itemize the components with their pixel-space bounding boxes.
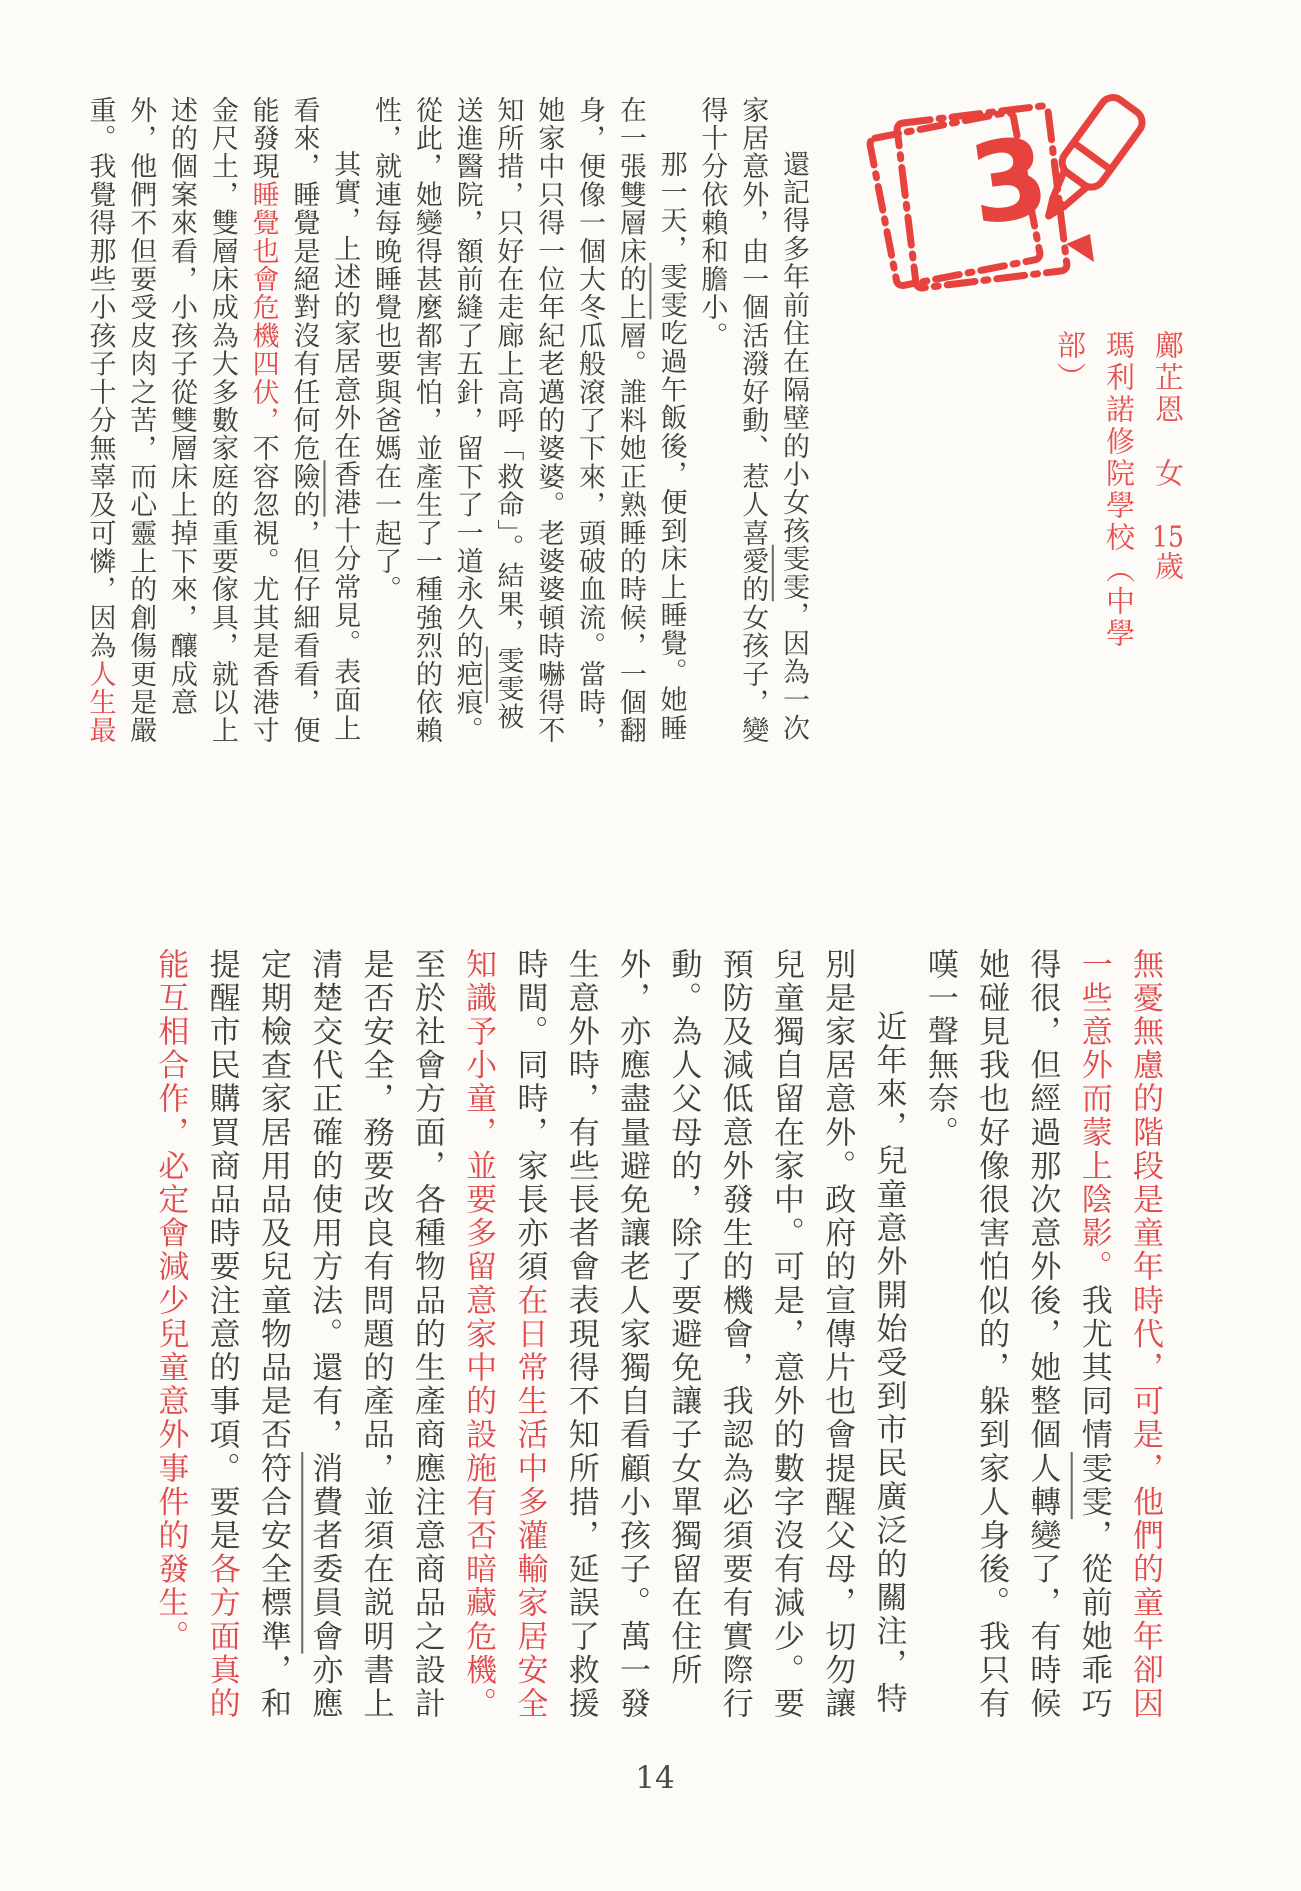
paragraph [914,948,1170,1726]
text-run: 那一天， [655,150,687,263]
proper-name: 雯雯 [1075,1452,1112,1520]
text-run: 近年來，兒童意外開始受到市民廣泛的關注，特別是家居意外。政府的宣傳片也會提醒父母，切勿讓兒童獨自留在家中。可是，意外的數字沒有減少。要預防及減低意外發生的機會，我認為必須要有實際行動。為人父母的，除了要避免讓子女單獨留在住所外，亦應盡量避免讓老人家獨自看顧小孩子。萬一發生意外時，有些長者會表現得不知所措，延誤了救援時間。同時，家長亦須 [511,948,907,1721]
highlighted-text: 在日常生活中多灌輸家居安全知識予小童，並要多留意家中的設施有否暗藏危機。 [460,948,548,1721]
proper-name: 雯雯 [492,646,524,703]
proper-name: 香港 [329,460,361,517]
author-school: 瑪利諾修院學校（中學部） [1053,330,1136,650]
text-run: 被送進醫院，額前縫了五針，留下了一道永久的疤痕。從此，她變得甚麼都害怕，並產生了一種強烈的依賴性，就連每晚睡覺也要與爸媽在一起了。 [370,96,524,745]
proper-name: 消費者委員會 [306,1452,343,1654]
text-run: ，從前她乖巧得很，但經過那次意外後，她整個人轉變了，有時候她碰見我也好像很害怕似的，躲到家人身後。我只有嘆一聲無奈。 [921,948,1112,1721]
essay-bottom-block [138,948,1170,1726]
text-run: 至於社會方面，各種物品的生產商應注意商品之設計是否安全，務要改良有問題的產品，並須在説明書上清楚交代正確的使用方法。還有， [306,948,445,1721]
proper-name: 雯雯 [778,544,809,602]
text-run: 吃過午飯後，便到床上睡覺。她睡在一張雙層床的上層。誰料她正熟睡的時候，一個翻身，便像一個大冬瓜般滾了下來，頭破血流。當時，她家中只得一位年紀老邁的婆婆。老婆婆頓時嚇得不知所措，只好在走廊上高呼「救命」。結果， [492,96,687,745]
stamp-number: 3 [962,112,1056,250]
paragraph [79,96,365,746]
author-block [1053,330,1192,670]
highlighted-text: 無憂無慮的階段是童年時代，可是，他們的童年卻因一些意外而蒙上陰影。 [1075,948,1163,1721]
text-run: 其實，上述的家居意外在 [329,150,361,461]
paragraph [364,96,690,746]
paragraph [452,948,914,1726]
text-run: 十分常見。表面上看來，睡覺是絕對沒有任何危險的，但仔細看看，便能發現 [247,96,361,745]
text-run: ，因為一次家居意外，由一個活潑好動、惹人喜愛的女孩子，變得十分依賴和膽小。 [696,96,809,745]
paragraph [691,96,813,746]
author-name: 鄺芷恩 女 15歲 [1151,330,1185,583]
paragraph [144,948,452,1726]
proper-name: 雯雯 [655,262,687,320]
highlighted-text: 睡覺也會危機四伏， [247,180,279,435]
text-run: 還記得多年前住在隔壁的小女孩 [778,150,809,545]
highlighted-text: 人生最 [84,660,116,745]
text-run: 亦應定期檢查家居用品及兒童物品是否符合安全標準，和提醒市民購買商品時要注意的事項。要是 [203,948,343,1721]
section-stamp [860,88,1195,308]
highlighted-text: 各方面真的能互相合作，必定會減少兒童意外事件的發生。 [152,948,240,1721]
essay-top-block [75,96,813,746]
page-number: 14 [635,1760,675,1796]
text-run: 不容忽視。尤其是香港寸金尺土，雙層床成為大多數家庭的重要傢具，就以上述的個案來看，小孩子從雙層床上掉下來，釀成意外，他們不但要受皮肉之苦，而心靈上的創傷更是嚴重。我覺得那些小孩子十分無辜及可憐，因為 [84,96,279,745]
text-run: 我尤其同情 [1075,1284,1112,1452]
tcy-digits: 15 [1152,522,1184,551]
